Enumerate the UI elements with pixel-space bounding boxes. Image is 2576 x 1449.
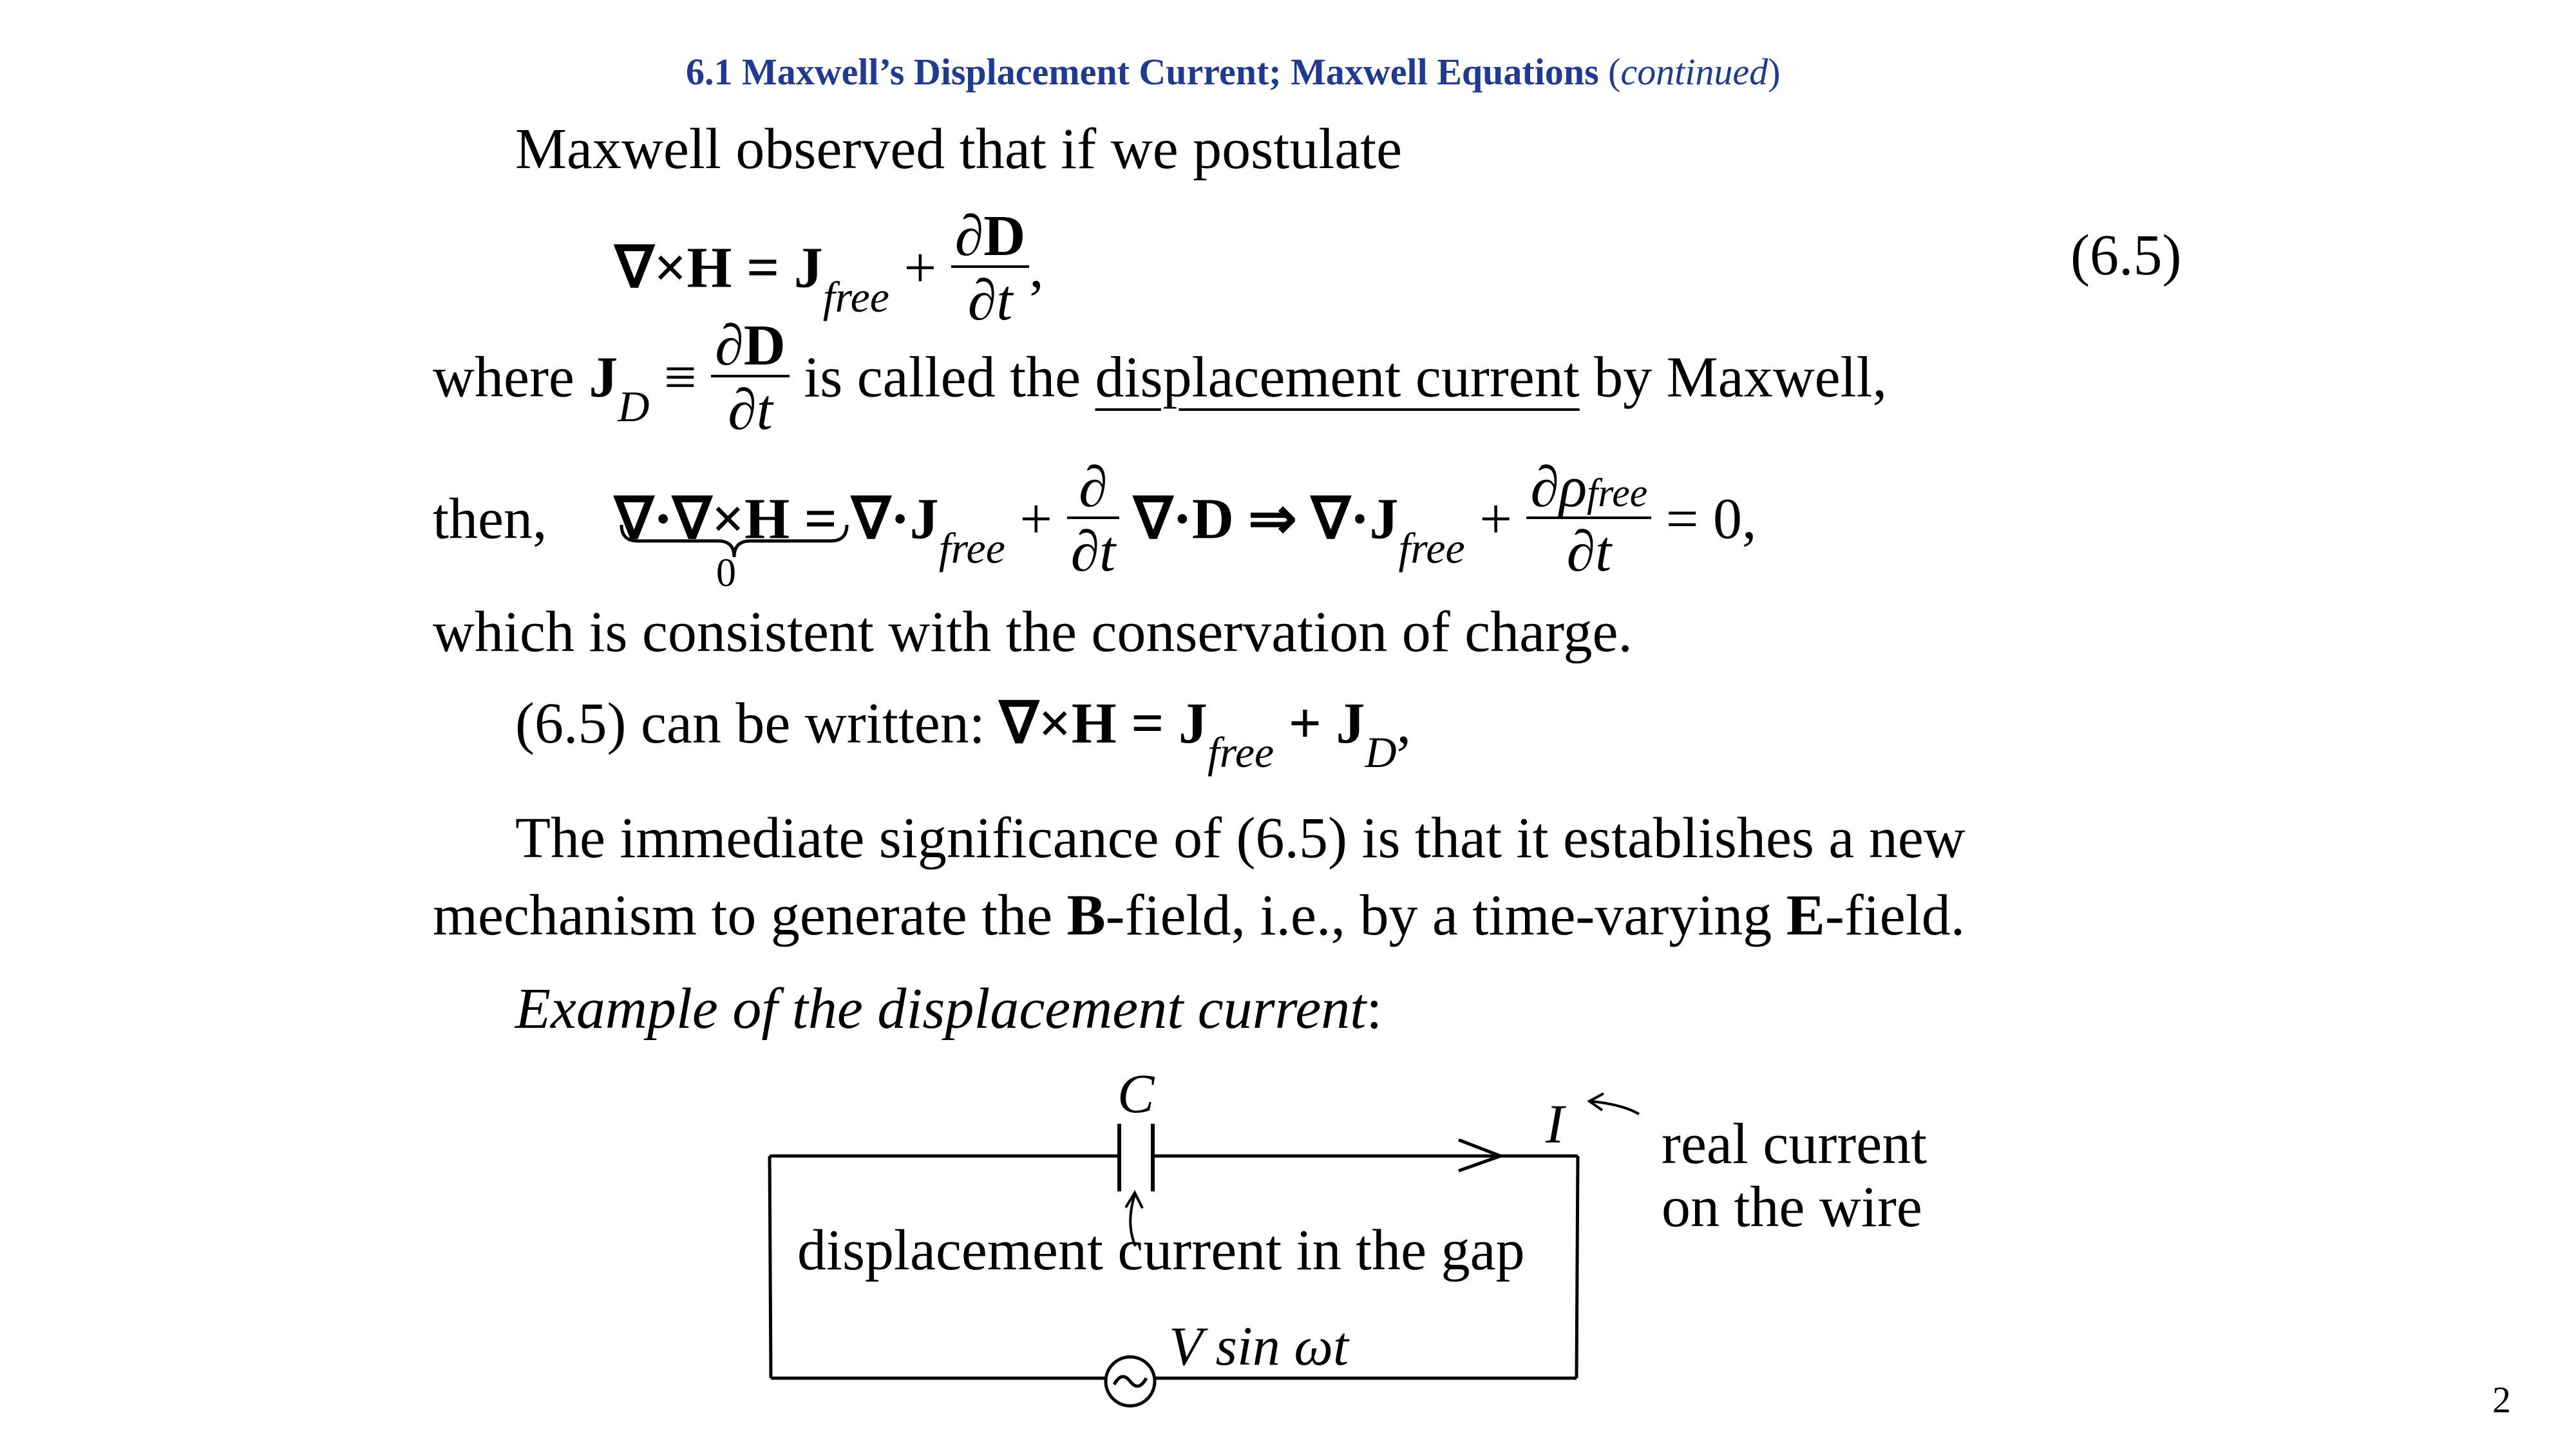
where-j: J <box>589 345 618 410</box>
title-text: 6.1 Maxwell’s Displacement Current; Maxwell Equations <box>686 51 1599 93</box>
where-fraction <box>711 314 789 442</box>
then-rho-num: ∂ρ <box>1530 455 1587 519</box>
where-word: where <box>433 345 574 410</box>
where-den: ∂t <box>711 375 789 439</box>
wire-right <box>1577 1156 1578 1378</box>
significance-line2b: -field, i.e., by a time-varying <box>1105 884 1772 947</box>
then-d-num: ∂ <box>1079 455 1108 519</box>
rewrite-plus: + J <box>1288 692 1365 755</box>
where-equiv: ≡ <box>663 345 697 410</box>
then-end: = 0, <box>1665 487 1757 551</box>
then-sub1: free <box>938 523 1005 573</box>
rewrite-line <box>515 689 1412 777</box>
underbrace-zero: 0 <box>716 551 736 595</box>
then-rho-fraction <box>1526 455 1651 583</box>
page-title: 6.1 Maxwell’s Displacement Current; Maxwell Equations (continued) <box>686 51 1781 93</box>
then-plus1: + <box>1019 487 1053 551</box>
then-d-fraction <box>1067 455 1119 583</box>
intro-text: Maxwell observed that if we postulate <box>515 117 1403 181</box>
eq65-lhs: ∇×H = J <box>615 236 823 300</box>
source-label: V sin ωt <box>1169 1315 1349 1377</box>
rewrite-sub1: free <box>1208 728 1274 777</box>
eq65-den: ∂t <box>951 265 1029 330</box>
then-sub2: free <box>1398 523 1465 573</box>
then-rho-den: ∂t <box>1526 516 1651 581</box>
eq65-comma: , <box>1029 236 1044 300</box>
example-heading <box>515 976 1382 1042</box>
rewrite-sub2: D <box>1365 728 1397 777</box>
then-rho-sub: free <box>1587 471 1648 515</box>
e-field-symbol: E <box>1786 884 1825 947</box>
where-num: ∂D <box>715 314 786 377</box>
then-divD: ∇·D ⇒ ∇·J <box>1133 487 1399 551</box>
gap-label: displacement current in the gap <box>797 1218 1525 1282</box>
eq65-sub: free <box>822 272 889 321</box>
equation-label: (6.5) <box>2070 223 2182 287</box>
significance-line1: The immediate significance of (6.5) is that it establishes a new <box>515 806 1965 870</box>
eq65-plus: + <box>904 236 937 300</box>
significance-line2c: -field. <box>1824 884 1965 947</box>
then-d-den: ∂t <box>1067 516 1119 581</box>
real-current-label-2: on the wire <box>1662 1175 1922 1239</box>
title-continued: continued <box>1620 51 1768 93</box>
rewrite-expr: ∇×H = J <box>999 692 1208 755</box>
current-label: I <box>1546 1093 1564 1155</box>
equation-6-5 <box>615 204 1044 335</box>
real-current-label-1: real current <box>1662 1112 1927 1176</box>
consistent-text: which is consistent with the conservation of charge. <box>433 600 1633 664</box>
then-word: then, <box>433 487 547 551</box>
significance-line2a: mechanism to generate the <box>433 884 1053 947</box>
where-line <box>433 314 1888 444</box>
then-plus2: + <box>1479 487 1512 551</box>
then-eq1: = ∇·J <box>804 487 939 551</box>
example-colon: : <box>1366 977 1383 1041</box>
rewrite-lead: (6.5) can be written: <box>515 692 985 755</box>
eq65-num: ∂D <box>954 204 1026 268</box>
rewrite-comma: , <box>1396 692 1412 755</box>
displacement-current-term: displacement current <box>1095 345 1580 410</box>
wire-left <box>770 1156 771 1378</box>
where-by: by Maxwell, <box>1594 345 1888 410</box>
where-sub: D <box>618 381 650 431</box>
b-field-symbol: B <box>1066 884 1106 947</box>
capacitor-label: C <box>1117 1063 1155 1124</box>
page-number: 2 <box>2492 1379 2511 1421</box>
div-curl-h: ∇·∇×H <box>614 487 790 551</box>
eq65-fraction <box>951 204 1029 332</box>
example-text: Example of the displacement current <box>515 977 1367 1041</box>
where-called: is called the <box>804 345 1081 410</box>
significance-line2 <box>433 882 1965 949</box>
